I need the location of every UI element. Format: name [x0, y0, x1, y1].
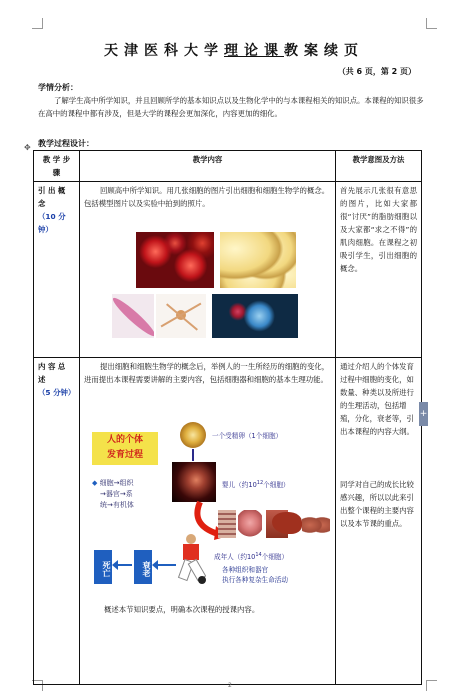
red-blood-cells-image [136, 232, 214, 288]
step-name: 内 容 总 述 [38, 362, 66, 384]
summary-text: 概述本节知识要点，明确本次课程的授课内容。 [104, 605, 260, 614]
death-box [94, 550, 112, 584]
soccer-player-image [176, 534, 206, 584]
muscle-cell-image [112, 294, 154, 338]
aging-label: 衰老 [142, 561, 151, 577]
intent-cell [336, 182, 422, 358]
hierarchy-line-3: 统→有机体 [100, 501, 134, 509]
neuron-image [156, 294, 206, 338]
tissue-image [218, 510, 236, 538]
title-course-type: 理论课 [224, 43, 284, 59]
step-time: （10 分钟） [38, 212, 66, 234]
header-step: 教 学 步 骤 [34, 151, 80, 182]
footer-page-number: 2 [228, 682, 232, 689]
adult-label [214, 551, 288, 561]
expand-handle-icon[interactable]: + [419, 402, 428, 426]
hierarchy-line-1: 细胞→组织 [99, 479, 134, 487]
baby-label-text: 婴儿（约10 [222, 481, 257, 489]
intent-text-b: 同学对自己的成长比较感兴趣，所以以此来引出整个课程的主要内容以及本节课的重点。 [340, 480, 414, 528]
adult-label-text: 成年人（约10 [214, 553, 256, 561]
liver-image [272, 512, 302, 534]
fat-cells-image [220, 232, 296, 288]
banner-line-2: 发育过程 [106, 450, 143, 460]
banner-line-1: 人的个体 [106, 435, 143, 445]
learning-analysis-text: 了解学生高中所学知识，并且回顾所学的基本知识点以及生物化学中的与本课程相关的知识点。本课程的知识很多在高中的课程中都有涉及，但是大学的课程会更加深化，内容更加的细化。 [38, 96, 424, 118]
aging-box [134, 550, 152, 584]
step-cell [34, 358, 80, 685]
move-handle-icon[interactable]: ✥ [24, 143, 31, 152]
page-info: （共 6 页，第 2 页） [337, 67, 416, 76]
lungs-image [302, 512, 330, 538]
development-banner [92, 432, 158, 465]
crop-mark-bottom-right [426, 680, 437, 691]
content-text: 提出细胞和细胞生物学的概念后，举例人的一生所经历的细胞的变化，进而提出本课程需要讲解的主要内容，包括细胞器和细胞的基本生理功能。 [84, 362, 330, 384]
organs-label-line-2: 执行各种复杂生命活动 [222, 576, 288, 584]
adult-label-suffix: 个细胞） [261, 553, 289, 561]
step-name: 引 出 概 念 [38, 186, 66, 208]
baby-label-suffix: 个细胞） [263, 481, 290, 489]
hierarchy-text [92, 478, 134, 511]
embryo-image [172, 462, 216, 502]
arrow-left-head-icon [112, 560, 118, 570]
hierarchy-line-2: →器官→系 [100, 490, 133, 498]
organs-label-line-1: 各种组织和器官 [222, 566, 269, 574]
crop-mark-top-right [426, 18, 437, 29]
immune-cell-image [212, 294, 298, 338]
baby-label-exponent: 12 [256, 479, 264, 486]
fertilized-egg-image [180, 422, 206, 448]
bullet-icon: ◆ [92, 479, 98, 487]
egg-label: 一个受精卵（1个细胞） [212, 432, 283, 440]
adult-label-exponent: 14 [255, 551, 262, 558]
title-university: 天津医科大学 [104, 43, 224, 59]
arrow-down-icon [192, 449, 194, 461]
content-text: 回顾高中所学知识。用几张细胞的图片引出细胞和细胞生物学的概念。包括模型图片以及实验中拍到的照片。 [84, 186, 330, 208]
table-header-row [34, 151, 422, 182]
step-time: （5 分钟） [38, 388, 76, 397]
arrow-to-aging-head-icon [152, 560, 158, 570]
baby-label [222, 479, 290, 489]
crop-mark-top-left [32, 18, 43, 29]
organs-label [222, 565, 288, 585]
title-doc-type: 教案续页 [284, 43, 364, 59]
intent-text: 首先展示几张很有意思的图片，比如大家都很“讨厌”的脂肪细胞以及大家都“求之不得”的肌肉细胞。在课程之初吸引学生，引出细胞的概念。 [340, 186, 417, 273]
step-cell [34, 182, 80, 358]
intent-text-a: 通过介绍人的个体发育过程中细胞的变化，如数量、种类以及所进行的生理活动，包括增殖，分化，衰老等，引出本课程的内容大纲。 [340, 362, 414, 436]
header-content: 教学内容 [80, 151, 336, 182]
page-title [0, 40, 468, 60]
learning-analysis-heading: 学情分析： [38, 83, 78, 92]
intent-cell [336, 358, 422, 685]
header-intent: 教学意图及方法 [336, 151, 422, 182]
death-label: 死亡 [102, 561, 111, 577]
brain-image [238, 510, 262, 538]
process-heading: 教学过程设计： [38, 139, 94, 148]
